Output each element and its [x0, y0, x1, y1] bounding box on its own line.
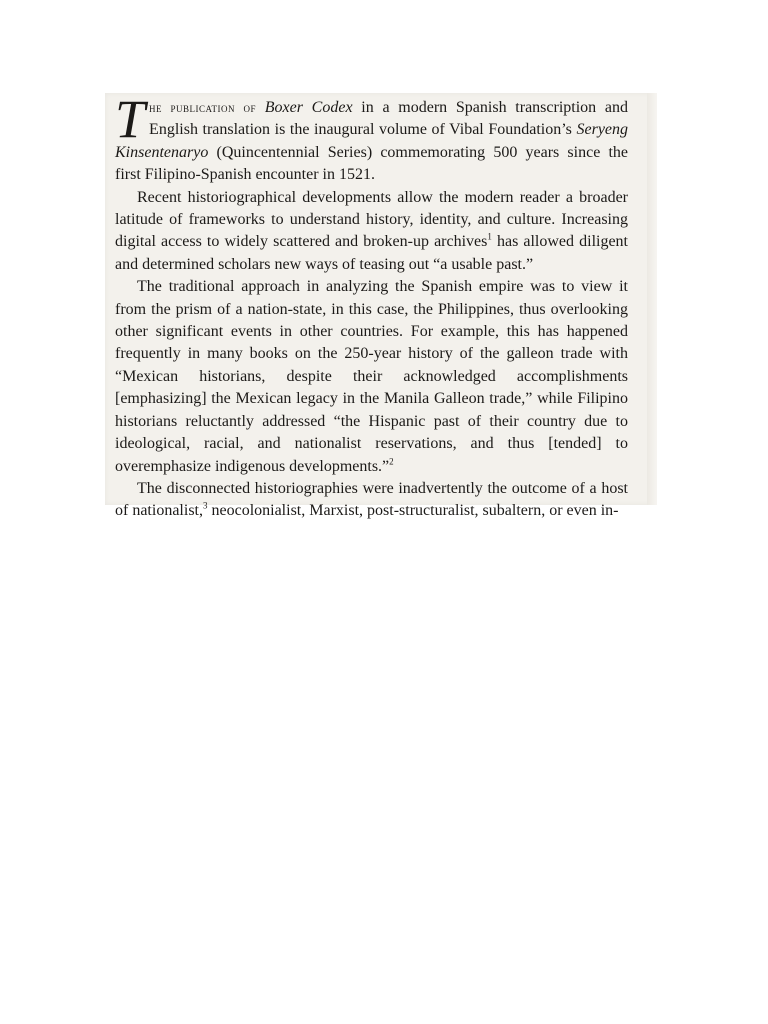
- body-text: [115, 89, 629, 523]
- footnote-marker-3: 3: [202, 500, 208, 511]
- series-title: Seryeng Kinsentenaryo: [115, 121, 629, 161]
- drop-cap: T: [115, 89, 146, 149]
- paragraph-1-text-a: in a modern Spanish transcription and English translation is the inaugural volume of Vibal Foundation’s: [149, 99, 629, 139]
- paragraph-4-text-a: The disconnected historiographies were inadvertently the outcome of a host of nationalist,: [115, 479, 628, 520]
- paragraph-4-text-b: neocolonialist, Marxist, post-structuralist, subaltern, or even in-: [211, 502, 619, 520]
- paragraph-3-text-a: The traditional approach in analyzing the Spanish empire was to view it from the prism of a nation-state, in this case, the Philippines, thus overlooking other significant events in other countries. For example, this has happened frequently in many books on the 250-year history of the galleon trade with “Mexican historians, despite their acknowledged accomplishments [emphasizing] the Mexican legacy in the Manila Galleon trade,” while Filipino historians reluctantly addressed “the Hispanic past of their country due to ideological, racial, and nationalist reservations, and thus [tended] to overemphasize indigenous developments.”: [115, 278, 628, 475]
- book-title: Boxer Codex: [264, 99, 353, 116]
- footnote-marker-2: 2: [389, 456, 394, 467]
- paragraph-3: [115, 276, 628, 478]
- scanned-page: [105, 89, 657, 520]
- footnote-marker-1: 1: [487, 232, 492, 243]
- paragraph-4: [115, 478, 628, 523]
- lead-in-smallcaps: he publication of: [149, 100, 257, 115]
- page-edge-shadow: [647, 93, 657, 505]
- paragraph-1: [115, 89, 629, 187]
- paragraph-2: [115, 187, 628, 277]
- paragraph-2-text-b: has allowed diligent and determined scholars new ways of teasing out “a usable past.”: [115, 233, 629, 273]
- paragraph-2-text-a: Recent historiographical developments allow the modern reader a broader latitude of frameworks to understand history, identity, and culture. Increasing digital access to widely scattered and broken-up archives: [115, 188, 628, 251]
- paragraph-1-text-b: (Quincentennial Series) commemorating 500 years since the first Filipino-Spanish encounter in 1521.: [115, 143, 629, 184]
